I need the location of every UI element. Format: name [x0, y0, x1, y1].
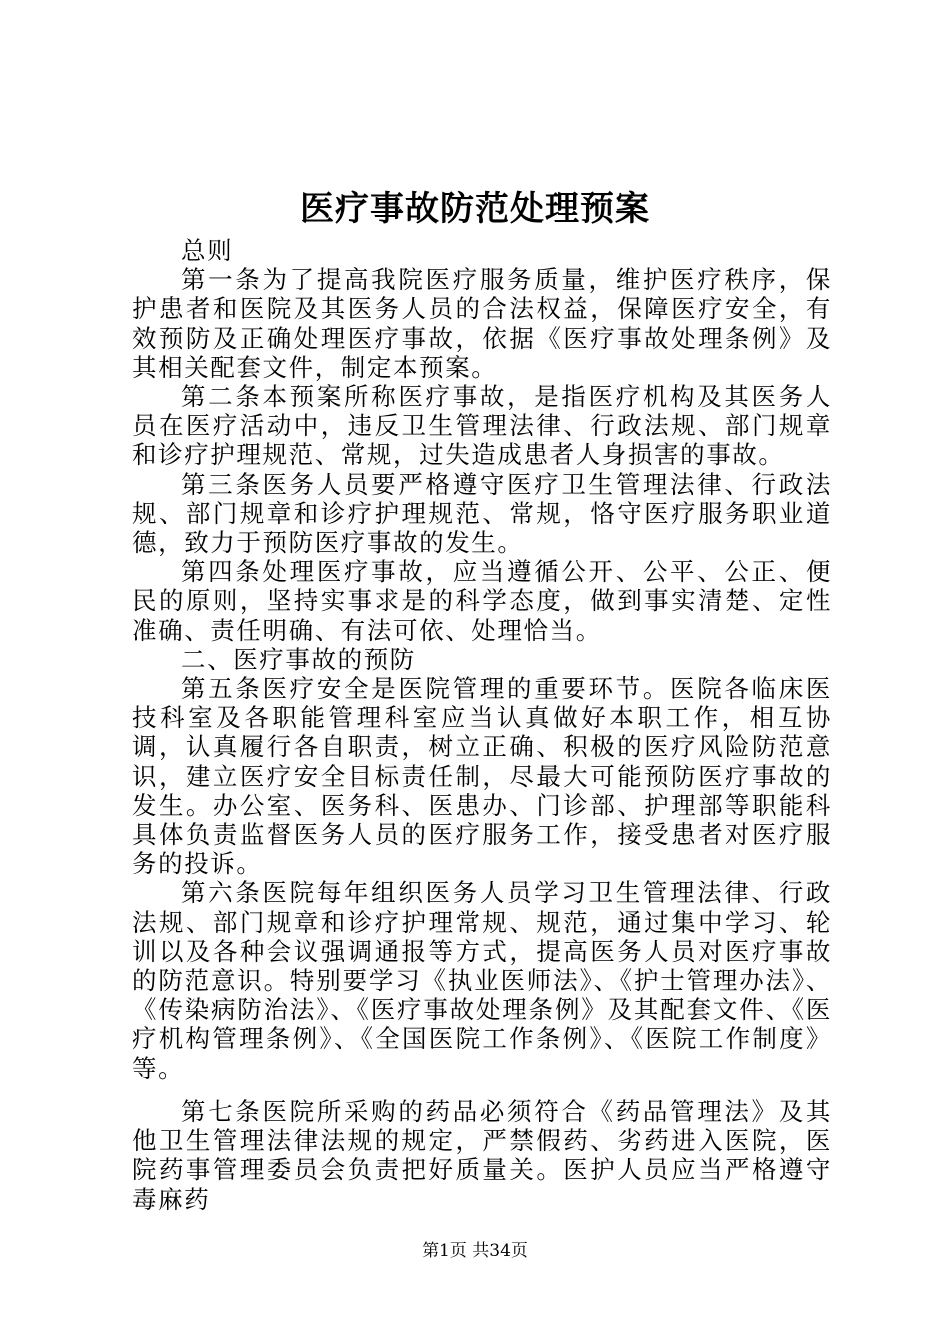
- article-5-paragraph: 第五条医疗安全是医院管理的重要环节。医院各临床医技科室及各职能管理科室应当认真做好本职工作，相互协调，认真履行各自职责，树立正确、积极的医疗风险防范意识，建立医疗安全目标责任制，尽最大可能预防医疗事故的发生。办公室、医务科、医患办、门诊部、护理部等职能科具体负责监督医务人员的医疗服务工作，接受患者对医疗服务的投诉。: [132, 674, 832, 879]
- section-heading-prevention: 二、医疗事故的预防: [181, 644, 416, 674]
- article-4-paragraph: 第四条处理医疗事故，应当遵循公开、公平、公正、便民的原则，坚持实事求是的科学态度，做到事实清楚、定性准确、责任明确、有法可依、处理恰当。: [132, 557, 832, 645]
- article-7-paragraph: 第七条医院所采购的药品必须符合《药品管理法》及其他卫生管理法律法规的规定，严禁假药、劣药进入医院，医院药事管理委员会负责把好质量关。医护人员应当严格遵守毒麻药: [132, 1096, 832, 1214]
- article-6-paragraph: 第六条医院每年组织医务人员学习卫生管理法律、行政法规、部门规章和诊疗护理常规、规范，通过集中学习、轮训以及各种会议强调通报等方式，提高医务人员对医疗事故的防范意识。特别要学习《执业医师法》、《护士管理办法》、《传染病防治法》、《医疗事故处理条例》及其配套文件、《医疗机构管理条例》、《全国医院工作条例》、《医院工作制度》等。: [132, 878, 832, 1083]
- document-body: [132, 236, 832, 1214]
- document-title: 医疗事故防范处理预案: [300, 189, 650, 229]
- article-2-paragraph: 第二条本预案所称医疗事故，是指医疗机构及其医务人员在医疗活动中，违反卫生管理法律、行政法规、部门规章和诊疗护理规范、常规，过失造成患者人身损害的事故。: [132, 382, 832, 470]
- page-number-footer: 第1页 共34页: [422, 1241, 528, 1261]
- section-heading-general: 总则: [181, 236, 234, 265]
- article-3-paragraph: 第三条医务人员要严格遵守医疗卫生管理法律、行政法规、部门规章和诊疗护理规范、常规，恪守医疗服务职业道德，致力于预防医疗事故的发生。: [132, 469, 832, 558]
- article-1-paragraph: 第一条为了提高我院医疗服务质量，维护医疗秩序，保护患者和医院及其医务人员的合法权益，保障医疗安全，有效预防及正确处理医疗事故，依据《医疗事故处理条例》及其相关配套文件，制定本预案。: [132, 265, 832, 382]
